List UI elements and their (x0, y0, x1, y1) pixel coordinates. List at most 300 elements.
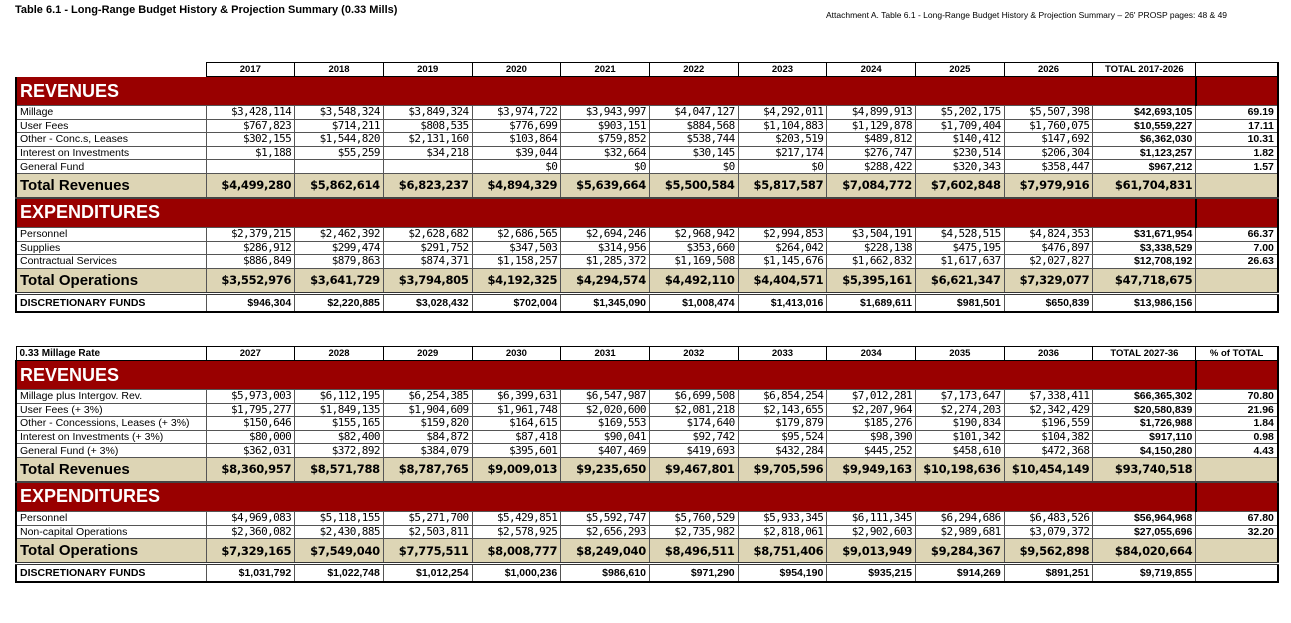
value-cell: $84,872 (383, 430, 472, 444)
summary-value: $8,751,406 (738, 539, 827, 564)
discretionary-value: $1,031,792 (206, 564, 295, 583)
row-percent: 17.11 (1196, 119, 1278, 133)
summary-value: $4,894,329 (472, 173, 561, 198)
year-header: 2032 (649, 347, 738, 361)
summary-value: $3,794,805 (383, 268, 472, 293)
value-cell: $1,849,135 (295, 403, 384, 417)
value-cell: $0 (649, 160, 738, 174)
section-band (16, 198, 1278, 228)
value-cell: $299,474 (295, 241, 384, 255)
row-percent: 10.31 (1196, 133, 1278, 147)
value-cell: $150,646 (206, 417, 295, 431)
value-cell: $5,973,003 (206, 390, 295, 404)
summary-value: $8,008,777 (472, 539, 561, 564)
value-cell: $95,524 (738, 430, 827, 444)
table-row (16, 133, 1278, 147)
summary-value: $4,499,280 (206, 173, 295, 198)
value-cell: $458,610 (916, 444, 1005, 458)
year-header: 2023 (738, 63, 827, 77)
section-title: REVENUES (16, 361, 1196, 390)
row-label: Interest on Investments (16, 146, 206, 160)
value-cell: $1,617,637 (916, 255, 1005, 269)
value-cell: $98,390 (827, 430, 916, 444)
discretionary-row (16, 564, 1278, 583)
section-band-pct (1196, 361, 1278, 390)
value-cell: $203,519 (738, 133, 827, 147)
value-cell: $174,640 (649, 417, 738, 431)
row-label: Interest on Investments (+ 3%) (16, 430, 206, 444)
value-cell: $206,304 (1004, 146, 1093, 160)
summary-value: $8,496,511 (649, 539, 738, 564)
row-total: $6,362,030 (1093, 133, 1196, 147)
value-cell: $445,252 (827, 444, 916, 458)
value-cell: $2,131,160 (383, 133, 472, 147)
value-cell: $302,155 (206, 133, 295, 147)
discretionary-value: $1,012,254 (383, 564, 472, 583)
value-cell: $2,968,942 (649, 227, 738, 241)
value-cell: $489,812 (827, 133, 916, 147)
value-cell: $407,469 (561, 444, 650, 458)
summary-value: $7,602,848 (916, 173, 1005, 198)
header-row (16, 347, 1278, 361)
value-cell: $90,041 (561, 430, 650, 444)
row-percent: 32.20 (1196, 525, 1278, 539)
section-band-pct (1196, 482, 1278, 512)
value-cell: $3,974,722 (472, 106, 561, 120)
value-cell: $4,899,913 (827, 106, 916, 120)
value-cell: $7,338,411 (1004, 390, 1093, 404)
summary-pct (1196, 173, 1278, 198)
value-cell: $2,143,655 (738, 403, 827, 417)
value-cell: $314,956 (561, 241, 650, 255)
table-row (16, 241, 1278, 255)
value-cell: $169,553 (561, 417, 650, 431)
discretionary-value: $1,689,611 (827, 293, 916, 312)
year-header: 2020 (472, 63, 561, 77)
row-total: $27,055,696 (1093, 525, 1196, 539)
section-title: EXPENDITURES (16, 482, 1196, 512)
discretionary-value: $1,008,474 (649, 293, 738, 312)
year-header: 2027 (206, 347, 295, 361)
discretionary-value: $891,251 (1004, 564, 1093, 583)
summary-total: $93,740,518 (1093, 457, 1196, 482)
section-band (16, 482, 1278, 512)
value-cell: $1,709,404 (916, 119, 1005, 133)
row-total: $31,671,954 (1093, 227, 1196, 241)
value-cell: $6,483,526 (1004, 511, 1093, 525)
summary-value: $8,787,765 (383, 457, 472, 482)
value-cell: $103,864 (472, 133, 561, 147)
value-cell: $1,145,676 (738, 255, 827, 269)
row-total: $20,580,839 (1093, 403, 1196, 417)
document-title: Table 6.1 - Long-Range Budget History & Projection Summary (0.33 Mills) (15, 4, 398, 16)
discretionary-value: $1,022,748 (295, 564, 384, 583)
year-header: 2034 (827, 347, 916, 361)
table-row (16, 511, 1278, 525)
discretionary-total: $13,986,156 (1093, 293, 1196, 312)
value-cell: $4,824,353 (1004, 227, 1093, 241)
value-cell: $264,042 (738, 241, 827, 255)
row-label: Non-capital Operations (16, 525, 206, 539)
summary-value: $6,823,237 (383, 173, 472, 198)
attachment-note: Attachment A. Table 6.1 - Long-Range Budget History & Projection Summary – 26' PROSP pages: 48 & 49 (826, 10, 1228, 20)
value-cell: $228,138 (827, 241, 916, 255)
summary-label: Total Revenues (16, 457, 206, 482)
summary-value: $8,571,788 (295, 457, 384, 482)
value-cell: $2,989,681 (916, 525, 1005, 539)
year-header: 2025 (916, 63, 1005, 77)
year-header: 2024 (827, 63, 916, 77)
value-cell: $276,747 (827, 146, 916, 160)
value-cell: $874,371 (383, 255, 472, 269)
value-cell: $5,271,700 (383, 511, 472, 525)
value-cell: $1,904,609 (383, 403, 472, 417)
value-cell: $2,902,603 (827, 525, 916, 539)
year-header: 2021 (561, 63, 650, 77)
row-percent: 67.80 (1196, 511, 1278, 525)
section-band (16, 361, 1278, 390)
value-cell: $6,854,254 (738, 390, 827, 404)
summary-row (16, 457, 1278, 482)
value-cell: $4,528,515 (916, 227, 1005, 241)
summary-value: $3,552,976 (206, 268, 295, 293)
summary-row (16, 268, 1278, 293)
value-cell: $1,169,508 (649, 255, 738, 269)
row-total: $12,708,192 (1093, 255, 1196, 269)
section-title: EXPENDITURES (16, 198, 1196, 228)
value-cell: $4,969,083 (206, 511, 295, 525)
discretionary-label: DISCRETIONARY FUNDS (16, 564, 206, 583)
value-cell: $1,104,883 (738, 119, 827, 133)
row-percent: 1.82 (1196, 146, 1278, 160)
row-label: Supplies (16, 241, 206, 255)
value-cell: $101,342 (916, 430, 1005, 444)
value-cell: $147,692 (1004, 133, 1093, 147)
value-cell: $879,863 (295, 255, 384, 269)
header-label: 0.33 Millage Rate (16, 347, 206, 361)
value-cell (383, 160, 472, 174)
value-cell: $362,031 (206, 444, 295, 458)
value-cell: $320,343 (916, 160, 1005, 174)
value-cell: $82,400 (295, 430, 384, 444)
year-header: 2026 (1004, 63, 1093, 77)
value-cell: $32,664 (561, 146, 650, 160)
row-percent: 0.98 (1196, 430, 1278, 444)
value-cell: $2,430,885 (295, 525, 384, 539)
summary-label: Total Operations (16, 268, 206, 293)
row-total: $1,123,257 (1093, 146, 1196, 160)
value-cell: $1,285,372 (561, 255, 650, 269)
table-row (16, 160, 1278, 174)
value-cell: $159,820 (383, 417, 472, 431)
summary-value: $8,360,957 (206, 457, 295, 482)
value-cell: $87,418 (472, 430, 561, 444)
value-cell: $92,742 (649, 430, 738, 444)
year-header: 2031 (561, 347, 650, 361)
value-cell: $4,292,011 (738, 106, 827, 120)
summary-value: $5,500,584 (649, 173, 738, 198)
summary-value: $5,639,664 (561, 173, 650, 198)
year-header: 2036 (1004, 347, 1093, 361)
table-row (16, 444, 1278, 458)
value-cell: $2,628,682 (383, 227, 472, 241)
value-cell: $2,081,218 (649, 403, 738, 417)
row-label: Personnel (16, 511, 206, 525)
value-cell: $39,044 (472, 146, 561, 160)
value-cell: $886,849 (206, 255, 295, 269)
discretionary-pct (1196, 293, 1278, 312)
percent-header (1196, 63, 1278, 77)
table-row (16, 119, 1278, 133)
year-header: 2028 (295, 347, 384, 361)
section-title: REVENUES (16, 77, 1196, 106)
summary-value: $9,013,949 (827, 539, 916, 564)
row-label: Millage plus Intergov. Rev. (16, 390, 206, 404)
discretionary-value: $971,290 (649, 564, 738, 583)
table-row (16, 430, 1278, 444)
value-cell: $3,548,324 (295, 106, 384, 120)
summary-total: $84,020,664 (1093, 539, 1196, 564)
discretionary-label: DISCRETIONARY FUNDS (16, 293, 206, 312)
value-cell: $2,735,982 (649, 525, 738, 539)
row-percent: 1.57 (1196, 160, 1278, 174)
value-cell: $395,601 (472, 444, 561, 458)
value-cell: $155,165 (295, 417, 384, 431)
value-cell: $230,514 (916, 146, 1005, 160)
row-percent: 69.19 (1196, 106, 1278, 120)
total-header: TOTAL 2017-2026 (1093, 63, 1196, 77)
value-cell: $3,943,997 (561, 106, 650, 120)
row-percent: 26.63 (1196, 255, 1278, 269)
row-label: Other - Conc.s, Leases (16, 133, 206, 147)
value-cell: $196,559 (1004, 417, 1093, 431)
table-row (16, 227, 1278, 241)
discretionary-value: $1,345,090 (561, 293, 650, 312)
summary-value: $7,329,165 (206, 539, 295, 564)
summary-value: $6,621,347 (916, 268, 1005, 293)
value-cell (295, 160, 384, 174)
year-header: 2030 (472, 347, 561, 361)
row-percent: 4.43 (1196, 444, 1278, 458)
value-cell: $2,686,565 (472, 227, 561, 241)
discretionary-value: $954,190 (738, 564, 827, 583)
year-header: 2033 (738, 347, 827, 361)
summary-pct (1196, 268, 1278, 293)
row-label: General Fund (16, 160, 206, 174)
discretionary-value: $981,501 (916, 293, 1005, 312)
row-total: $1,726,988 (1093, 417, 1196, 431)
summary-value: $4,294,574 (561, 268, 650, 293)
row-label: General Fund (+ 3%) (16, 444, 206, 458)
row-label: User Fees (16, 119, 206, 133)
value-cell: $1,544,820 (295, 133, 384, 147)
value-cell: $80,000 (206, 430, 295, 444)
value-cell: $7,173,647 (916, 390, 1005, 404)
value-cell: $2,027,827 (1004, 255, 1093, 269)
value-cell: $538,744 (649, 133, 738, 147)
value-cell: $2,578,925 (472, 525, 561, 539)
row-percent: 70.80 (1196, 390, 1278, 404)
section-band (16, 77, 1278, 106)
value-cell: $884,568 (649, 119, 738, 133)
discretionary-value: $986,610 (561, 564, 650, 583)
header-row (16, 63, 1278, 77)
table-row (16, 255, 1278, 269)
value-cell: $140,412 (916, 133, 1005, 147)
summary-row (16, 173, 1278, 198)
row-total: $4,150,280 (1093, 444, 1196, 458)
value-cell: $767,823 (206, 119, 295, 133)
value-cell: $288,422 (827, 160, 916, 174)
value-cell: $6,254,385 (383, 390, 472, 404)
row-percent: 1.84 (1196, 417, 1278, 431)
value-cell: $7,012,281 (827, 390, 916, 404)
value-cell: $2,656,293 (561, 525, 650, 539)
value-cell: $2,360,082 (206, 525, 295, 539)
discretionary-value: $935,215 (827, 564, 916, 583)
discretionary-value: $650,839 (1004, 293, 1093, 312)
summary-value: $4,404,571 (738, 268, 827, 293)
value-cell: $164,615 (472, 417, 561, 431)
summary-value: $7,775,511 (383, 539, 472, 564)
summary-pct (1196, 539, 1278, 564)
value-cell: $6,294,686 (916, 511, 1005, 525)
summary-value: $4,192,325 (472, 268, 561, 293)
value-cell: $776,699 (472, 119, 561, 133)
value-cell: $185,276 (827, 417, 916, 431)
summary-value: $4,492,110 (649, 268, 738, 293)
value-cell: $104,382 (1004, 430, 1093, 444)
summary-value: $8,249,040 (561, 539, 650, 564)
summary-total: $47,718,675 (1093, 268, 1196, 293)
value-cell: $475,195 (916, 241, 1005, 255)
table-row (16, 403, 1278, 417)
value-cell: $2,020,600 (561, 403, 650, 417)
value-cell: $1,795,277 (206, 403, 295, 417)
discretionary-value: $3,028,432 (383, 293, 472, 312)
value-cell: $55,259 (295, 146, 384, 160)
value-cell: $3,849,324 (383, 106, 472, 120)
year-header: 2018 (295, 63, 384, 77)
value-cell: $714,211 (295, 119, 384, 133)
value-cell: $190,834 (916, 417, 1005, 431)
table-row (16, 390, 1278, 404)
summary-value: $10,454,149 (1004, 457, 1093, 482)
row-total: $56,964,968 (1093, 511, 1196, 525)
year-header: 2035 (916, 347, 1005, 361)
year-header: 2029 (383, 347, 472, 361)
value-cell: $0 (561, 160, 650, 174)
value-cell: $6,112,195 (295, 390, 384, 404)
summary-value: $7,329,077 (1004, 268, 1093, 293)
value-cell: $286,912 (206, 241, 295, 255)
value-cell: $1,158,257 (472, 255, 561, 269)
value-cell: $6,699,508 (649, 390, 738, 404)
summary-value: $5,395,161 (827, 268, 916, 293)
summary-value: $10,198,636 (916, 457, 1005, 482)
row-total: $66,365,302 (1093, 390, 1196, 404)
value-cell: $432,284 (738, 444, 827, 458)
value-cell: $179,879 (738, 417, 827, 431)
summary-label: Total Operations (16, 539, 206, 564)
discretionary-value: $702,004 (472, 293, 561, 312)
header-label (16, 63, 206, 77)
summary-value: $9,284,367 (916, 539, 1005, 564)
value-cell: $353,660 (649, 241, 738, 255)
value-cell: $2,818,061 (738, 525, 827, 539)
summary-value: $9,949,163 (827, 457, 916, 482)
row-label: Contractual Services (16, 255, 206, 269)
value-cell: $903,151 (561, 119, 650, 133)
value-cell: $2,694,246 (561, 227, 650, 241)
value-cell: $2,274,203 (916, 403, 1005, 417)
row-total: $967,212 (1093, 160, 1196, 174)
row-percent: 21.96 (1196, 403, 1278, 417)
discretionary-value: $914,269 (916, 564, 1005, 583)
value-cell: $1,129,878 (827, 119, 916, 133)
value-cell: $3,079,372 (1004, 525, 1093, 539)
total-header: TOTAL 2027-36 (1093, 347, 1196, 361)
value-cell: $384,079 (383, 444, 472, 458)
value-cell: $5,118,155 (295, 511, 384, 525)
table-row (16, 106, 1278, 120)
value-cell: $4,047,127 (649, 106, 738, 120)
value-cell: $6,111,345 (827, 511, 916, 525)
discretionary-row (16, 293, 1278, 312)
summary-value: $7,549,040 (295, 539, 384, 564)
value-cell: $1,760,075 (1004, 119, 1093, 133)
value-cell: $759,852 (561, 133, 650, 147)
value-cell: $34,218 (383, 146, 472, 160)
value-cell: $6,547,987 (561, 390, 650, 404)
year-header: 2019 (383, 63, 472, 77)
discretionary-total: $9,719,855 (1093, 564, 1196, 583)
row-label: Millage (16, 106, 206, 120)
value-cell: $291,752 (383, 241, 472, 255)
summary-pct (1196, 457, 1278, 482)
value-cell: $5,760,529 (649, 511, 738, 525)
row-total: $917,110 (1093, 430, 1196, 444)
discretionary-value: $1,413,016 (738, 293, 827, 312)
summary-value: $9,562,898 (1004, 539, 1093, 564)
value-cell: $0 (738, 160, 827, 174)
value-cell: $5,592,747 (561, 511, 650, 525)
value-cell: $3,428,114 (206, 106, 295, 120)
value-cell (206, 160, 295, 174)
section-band-pct (1196, 77, 1278, 106)
value-cell: $5,507,398 (1004, 106, 1093, 120)
row-label: Personnel (16, 227, 206, 241)
section-band-pct (1196, 198, 1278, 228)
table-row (16, 146, 1278, 160)
row-total: $10,559,227 (1093, 119, 1196, 133)
year-header: 2017 (206, 63, 295, 77)
summary-value: $9,705,596 (738, 457, 827, 482)
value-cell: $2,379,215 (206, 227, 295, 241)
summary-value: $7,979,916 (1004, 173, 1093, 198)
table-row (16, 525, 1278, 539)
value-cell: $5,933,345 (738, 511, 827, 525)
value-cell: $2,207,964 (827, 403, 916, 417)
value-cell: $0 (472, 160, 561, 174)
discretionary-value: $946,304 (206, 293, 295, 312)
summary-value: $5,862,614 (295, 173, 384, 198)
value-cell: $5,429,851 (472, 511, 561, 525)
value-cell: $2,994,853 (738, 227, 827, 241)
budget-history-table (15, 62, 1279, 313)
row-total: $42,693,105 (1093, 106, 1196, 120)
discretionary-value: $1,000,236 (472, 564, 561, 583)
